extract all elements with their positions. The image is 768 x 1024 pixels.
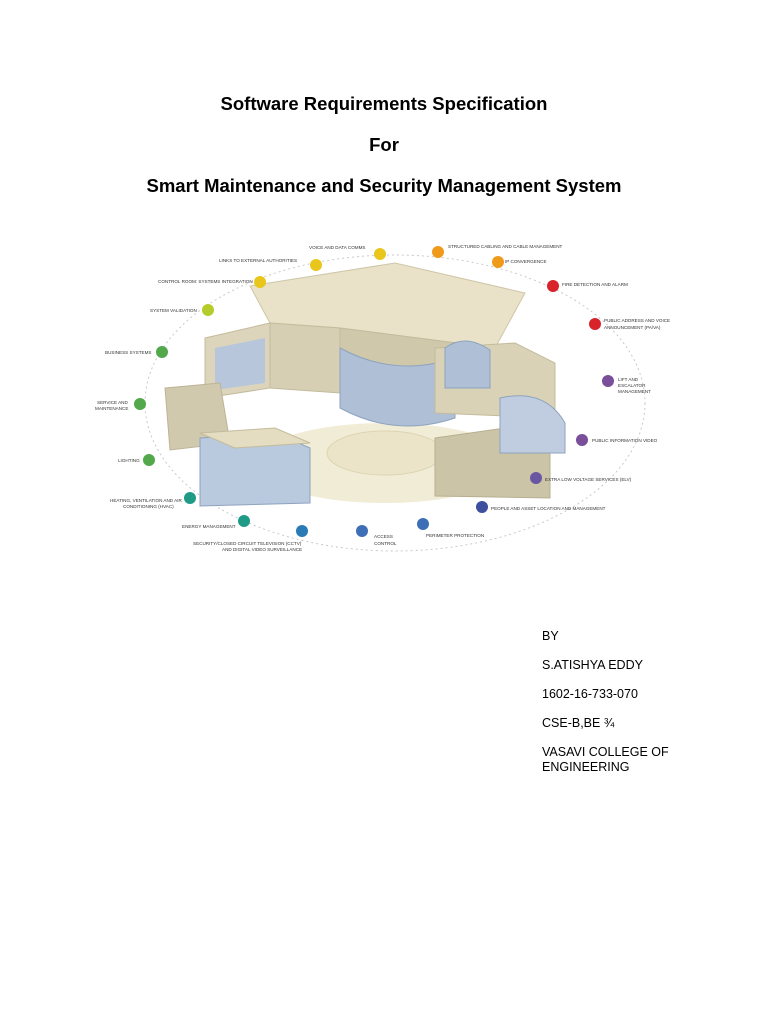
figure-label: CONDITIONING (HVAC) xyxy=(123,504,174,509)
figure-label: ANNOUNCEMENT (PA/VA) xyxy=(604,325,661,330)
figure-label: AND DIGITAL VIDEO SURVEILLANCE xyxy=(222,547,303,552)
college-name-line2: ENGINEERING xyxy=(542,760,630,774)
cctv-icon xyxy=(296,525,308,537)
figure-label: STRUCTURED CABLING AND CABLE MANAGEMENT xyxy=(448,244,563,249)
author-name: S.ATISHYA EDDY xyxy=(542,658,643,672)
document-title-for: For xyxy=(369,134,399,155)
system-validation-icon xyxy=(202,304,214,316)
figure-label: SECURITY/CLOSED CIRCUIT TELEVISION (CCTV) xyxy=(193,541,302,546)
fire-alarm-icon xyxy=(547,280,559,292)
figure-label: VOICE AND DATA COMMS xyxy=(309,245,366,250)
document-title: Software Requirements Specification xyxy=(220,93,548,114)
document-subtitle: Smart Maintenance and Security Management System xyxy=(146,175,622,196)
control-room-icon xyxy=(254,276,266,288)
figure-label: MAINTENANCE xyxy=(95,406,129,411)
figure-label: BUSINESS SYSTEMS xyxy=(105,350,152,355)
figure-label: LIFT AND xyxy=(618,377,639,382)
figure-label: CONTROL ROOM: SYSTEMS INTEGRATION xyxy=(158,279,253,284)
by-label: BY xyxy=(542,629,559,643)
roll-number: 1602-16-733-070 xyxy=(542,687,638,701)
figure-label: PEOPLE AND ASSET LOCATION AND MANAGEMENT xyxy=(491,506,606,511)
external-links-icon xyxy=(310,259,322,271)
public-address-icon xyxy=(589,318,601,330)
figure-label: ESCALATOR xyxy=(618,383,646,388)
energy-icon xyxy=(238,515,250,527)
author-block xyxy=(542,629,742,775)
figure-label: EXTRA LOW VOLTAGE SERVICES (ELV) xyxy=(545,477,632,482)
voice-data-icon xyxy=(374,248,386,260)
figure-label: ACCESS xyxy=(374,534,393,539)
figure-label: PUBLIC ADDRESS AND VOICE xyxy=(604,318,671,323)
info-video-icon xyxy=(576,434,588,446)
figure-label: PUBLIC INFORMATION VIDEO xyxy=(592,438,658,443)
class-section: CSE-B,BE ¾ xyxy=(542,716,615,730)
lift-escalator-icon xyxy=(602,375,614,387)
right-dome-glass xyxy=(445,341,490,388)
building-illustration-svg xyxy=(95,238,685,560)
figure-label: IP CONVERGENCE xyxy=(505,259,547,264)
figure-label: LINKS TO EXTERNAL AUTHORITIES xyxy=(219,258,298,263)
plaza-circle xyxy=(327,431,443,475)
ip-convergence-icon xyxy=(492,256,504,268)
service-maintenance-icon xyxy=(134,398,146,410)
elv-icon xyxy=(530,472,542,484)
perimeter-icon xyxy=(417,518,429,530)
cabling-icon xyxy=(432,246,444,258)
figure-label: MANAGEMENT xyxy=(618,389,651,394)
figure-label: SERVICE AND xyxy=(97,400,128,405)
figure-label: FIRE DETECTION AND ALARM xyxy=(562,282,628,287)
building-systems-illustration xyxy=(95,238,685,560)
lighting-icon xyxy=(143,454,155,466)
college-name-line1: VASAVI COLLEGE OF xyxy=(542,745,669,759)
asset-location-icon xyxy=(476,501,488,513)
figure-label: ENERGY MANAGEMENT xyxy=(182,524,236,529)
main-wall-left xyxy=(270,323,340,393)
access-control-icon xyxy=(356,525,368,537)
figure-label: LIGHTING xyxy=(118,458,140,463)
figure-label: CONTROL xyxy=(374,541,397,546)
figure-label: PERIMETER PROTECTION xyxy=(426,533,485,538)
hvac-icon xyxy=(184,492,196,504)
figure-label: HEATING, VENTILATION AND AIR xyxy=(110,498,182,503)
figure-label: SYSTEM VALIDATION xyxy=(150,308,197,313)
business-systems-icon xyxy=(156,346,168,358)
